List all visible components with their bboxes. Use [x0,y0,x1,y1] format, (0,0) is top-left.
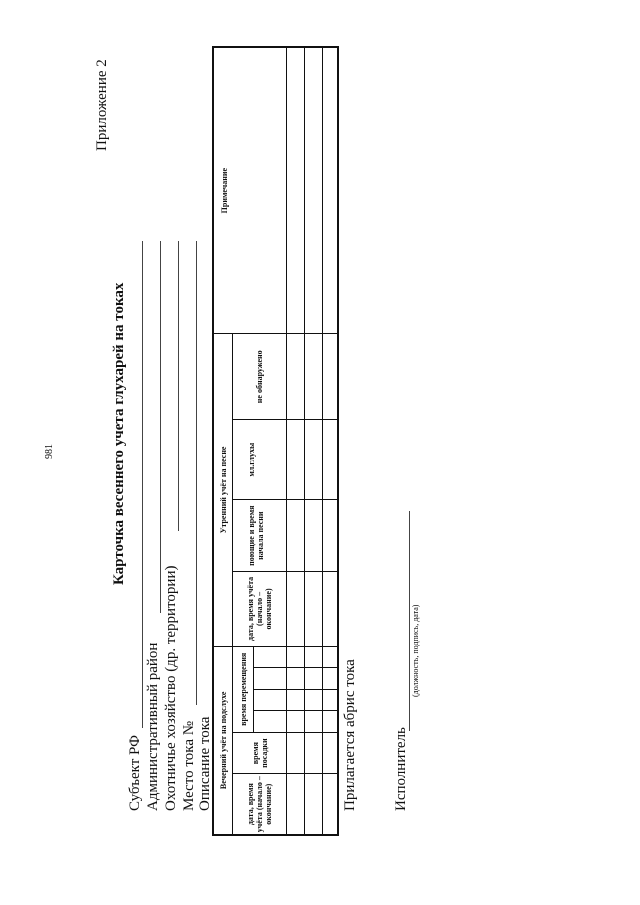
document-title: Карточка весеннего учета глухарей на токах [111,282,127,585]
table-cell [323,47,339,334]
field-district [144,643,162,811]
evening-date-time-header: дата, время учёта (начало – окончание) [233,774,287,835]
table-cell [287,500,305,572]
table-cell [305,689,323,711]
table-cell [287,646,305,668]
table-cell [323,334,339,420]
table-row [287,47,305,835]
movement-subcell [254,646,287,668]
table-cell [305,500,323,572]
morning-singing-start-header: поющие и время начала песни [233,500,287,572]
field-district-label: Административный район [145,642,161,811]
table-cell [287,732,305,773]
table-cell [305,711,323,733]
morning-date-time-header: дата, время учёта (начало – окончание) [233,572,287,646]
table-cell [287,774,305,835]
table-cell [305,572,323,646]
table-cell [305,334,323,420]
table-cell [287,668,305,690]
field-subject-line [142,241,143,728]
table-cell [305,668,323,690]
table-cell [323,572,339,646]
evening-movement-time-header: время перемещения [233,646,254,732]
table-cell [287,711,305,733]
evening-group-header: Вечерний учёт на подслухе [213,646,233,835]
table-cell [323,774,339,835]
table-cell [323,711,339,733]
table-cell [305,47,323,334]
field-district-line [160,241,161,613]
movement-subcell [254,668,287,690]
appendix-label: Приложение 2 [94,59,110,151]
census-table [212,46,339,836]
table-cell [323,668,339,690]
signature-label: Исполнитель [393,727,409,811]
signature-line [409,511,410,731]
field-subject-label: Субъект РФ [127,735,143,811]
attachment-note: Прилагается абрис тока [342,659,358,811]
table-cell [287,47,305,334]
table-cell [323,420,339,500]
movement-subcell [254,711,287,733]
table-row [305,47,323,835]
table-cell [305,420,323,500]
field-hunting-farm-label: Охотничье хозяйство (др. территории) [163,565,179,811]
table-cell [287,420,305,500]
field-hunting-farm-line [178,241,179,531]
morning-young-header: мл.глухы [233,420,287,500]
note-header: Примечание [213,47,287,334]
morning-not-detected-header: не обнаружено [233,334,287,420]
page-number: 981 [44,444,55,459]
table-cell [323,689,339,711]
table-cell [305,774,323,835]
field-lek-description-label: Описание тока [197,716,213,811]
table-cell [323,500,339,572]
table-cell [287,572,305,646]
field-lek-place-line [196,241,197,705]
table-cell [287,334,305,420]
movement-subcell [254,689,287,711]
field-lek-place-label: Место тока № [181,720,197,811]
table-cell [323,646,339,668]
signature-caption: (должность, подпись, дата) [411,604,420,697]
table-row [323,47,339,835]
field-subject [126,735,144,811]
table-cell [305,646,323,668]
table-cell [323,732,339,773]
table-cell [287,689,305,711]
evening-landing-time-header: время посадки [233,732,287,773]
table-cell [305,732,323,773]
morning-group-header: Утренний учёт на песне [213,334,233,646]
field-hunting-farm [162,566,180,811]
